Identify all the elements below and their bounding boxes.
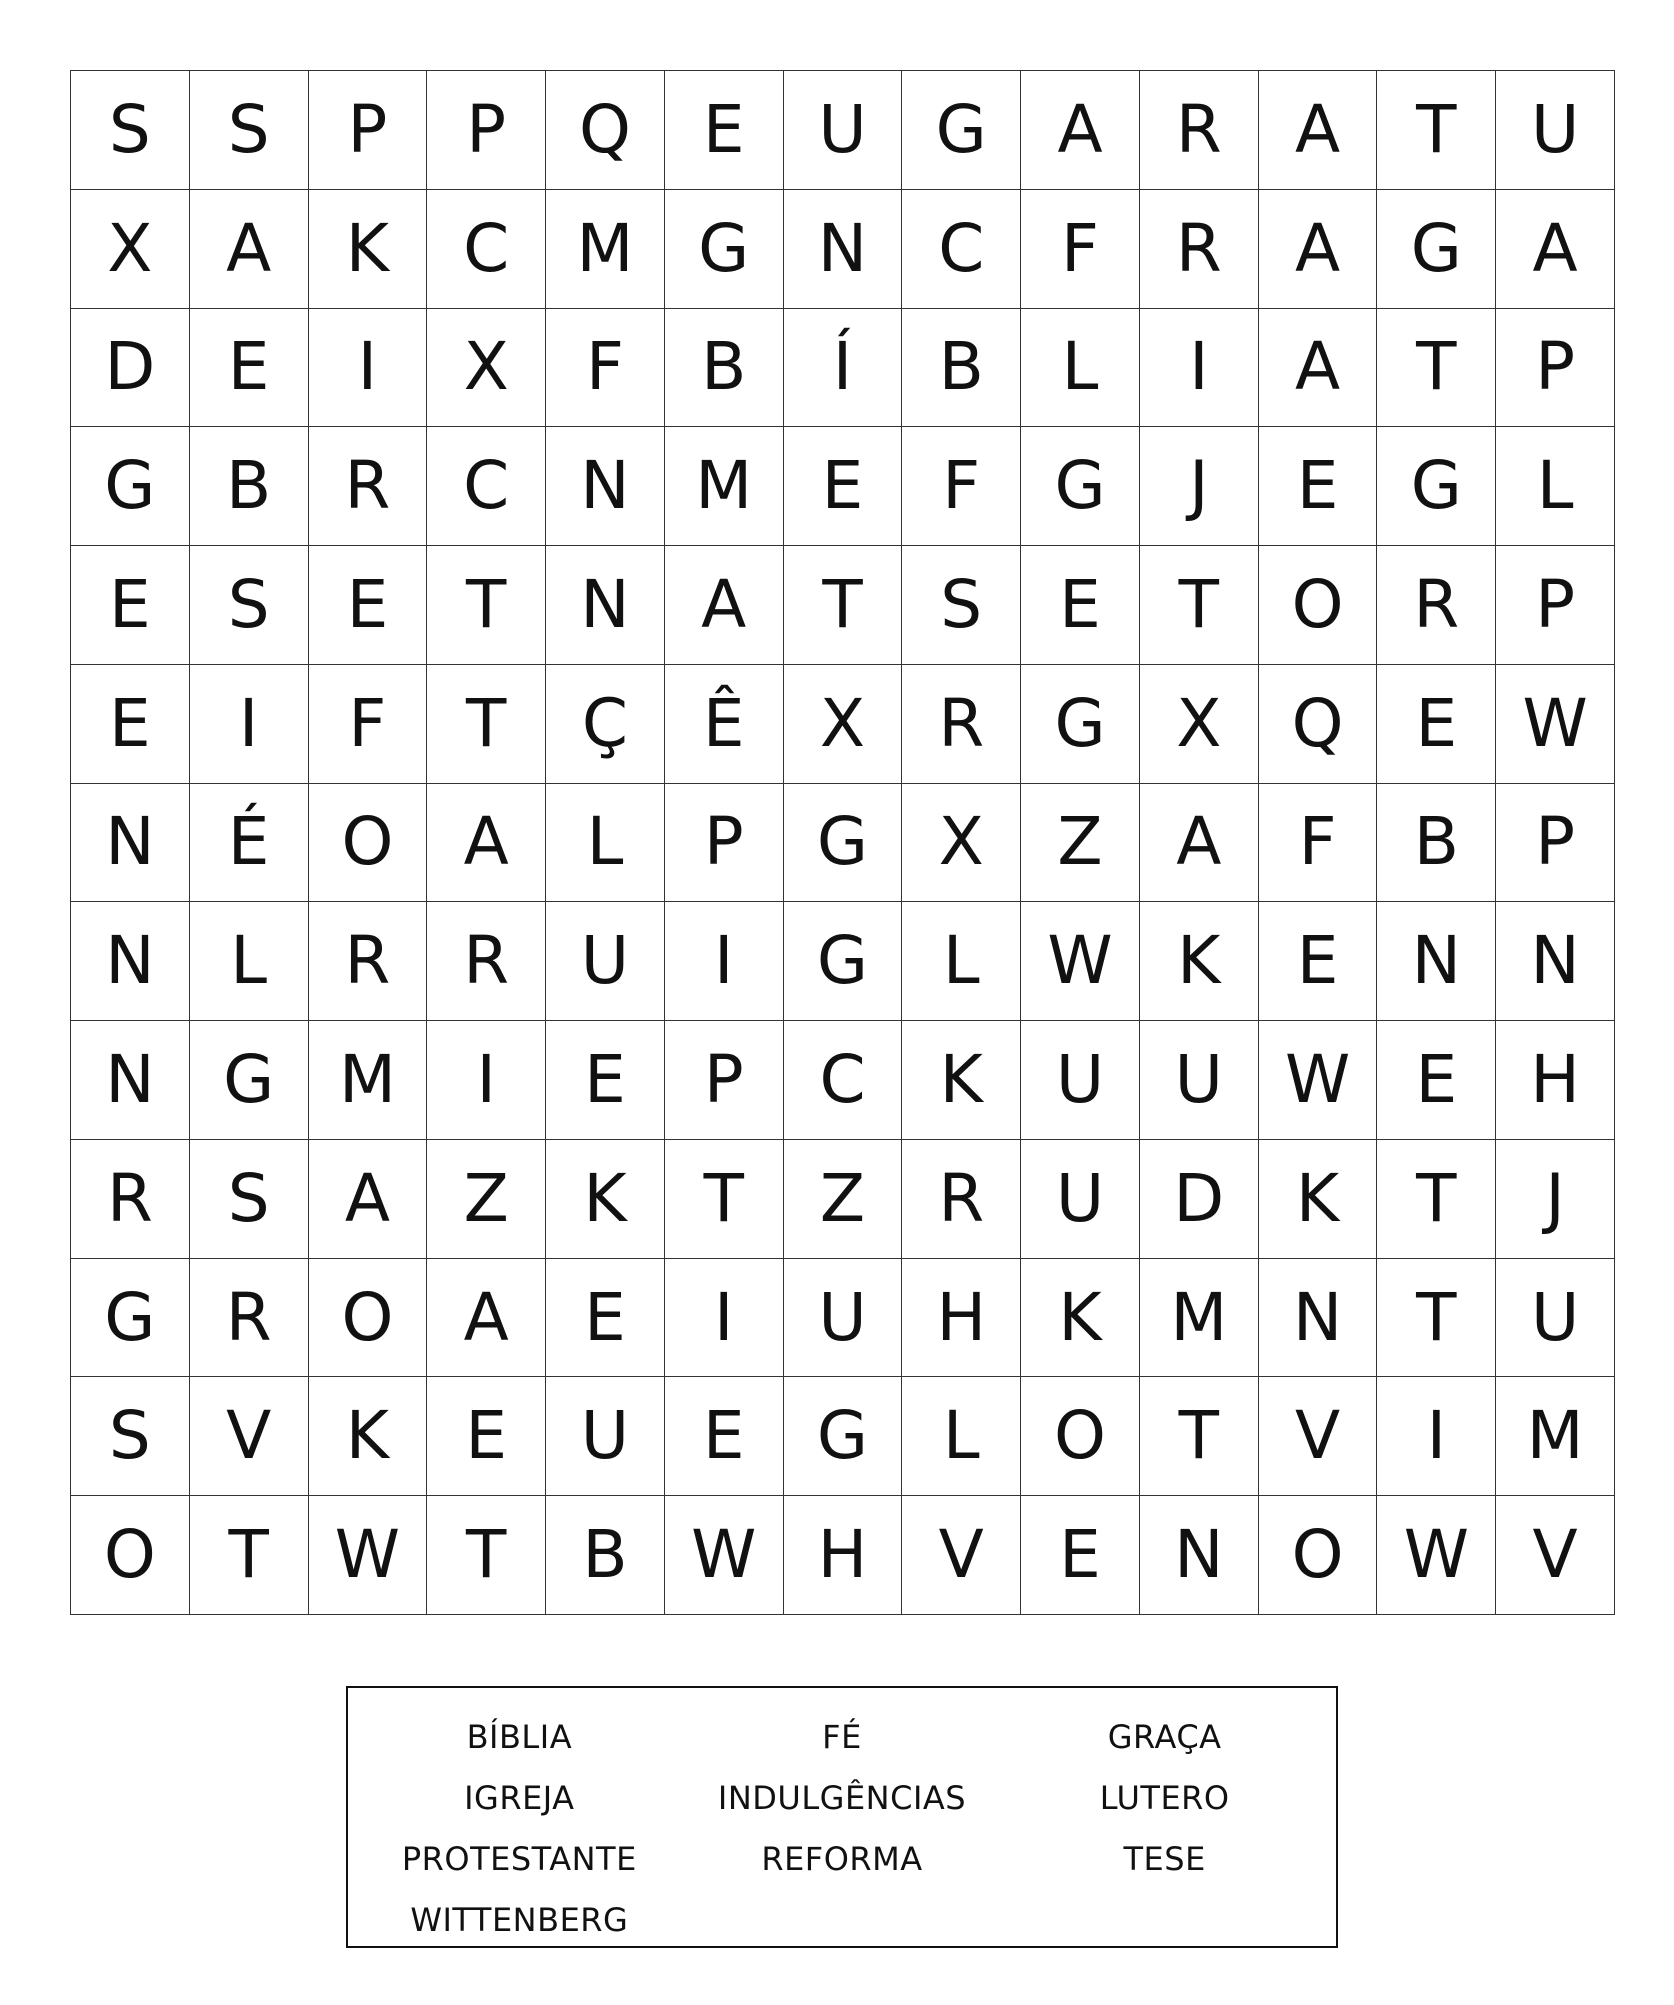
grid-cell[interactable]: Z [427, 1140, 546, 1259]
grid-cell[interactable]: N [1377, 902, 1496, 1021]
grid-cell[interactable]: R [190, 1259, 309, 1378]
grid-cell[interactable]: M [546, 190, 665, 309]
grid-cell[interactable]: M [309, 1021, 428, 1140]
grid-cell[interactable]: V [190, 1377, 309, 1496]
grid-cell[interactable]: R [309, 902, 428, 1021]
grid-cell[interactable]: U [546, 902, 665, 1021]
word-list-item: IGREJA [464, 1778, 575, 1817]
grid-cell[interactable]: O [309, 1259, 428, 1378]
grid-cell[interactable]: V [1496, 1496, 1615, 1615]
grid-cell[interactable]: X [902, 784, 1021, 903]
grid-cell[interactable]: D [71, 309, 190, 428]
grid-cell[interactable]: U [1021, 1021, 1140, 1140]
grid-cell[interactable]: W [1259, 1021, 1378, 1140]
grid-cell[interactable]: N [71, 784, 190, 903]
grid-cell[interactable]: Ê [665, 665, 784, 784]
grid-cell[interactable]: K [546, 1140, 665, 1259]
grid-cell[interactable]: P [427, 71, 546, 190]
grid-cell[interactable]: L [546, 784, 665, 903]
grid-cell[interactable]: W [309, 1496, 428, 1615]
grid-cell[interactable]: E [309, 546, 428, 665]
grid-cell[interactable]: U [1021, 1140, 1140, 1259]
grid-cell[interactable]: N [71, 1021, 190, 1140]
grid-cell[interactable]: Í [784, 309, 903, 428]
grid-cell[interactable]: U [1496, 1259, 1615, 1378]
grid-cell[interactable]: K [1021, 1259, 1140, 1378]
grid-cell[interactable]: R [902, 1140, 1021, 1259]
grid-cell[interactable]: J [1496, 1140, 1615, 1259]
grid-cell[interactable]: K [309, 190, 428, 309]
grid-cell[interactable]: E [546, 1021, 665, 1140]
grid-cell[interactable]: G [665, 190, 784, 309]
grid-cell[interactable]: P [1496, 546, 1615, 665]
grid-cell[interactable]: E [1377, 1021, 1496, 1140]
grid-cell[interactable]: S [190, 71, 309, 190]
grid-cell[interactable]: L [902, 1377, 1021, 1496]
grid-cell[interactable]: K [1259, 1140, 1378, 1259]
grid-cell[interactable]: Z [1021, 784, 1140, 903]
grid-cell[interactable]: G [190, 1021, 309, 1140]
grid-cell[interactable]: T [1377, 1140, 1496, 1259]
grid-cell[interactable]: U [546, 1377, 665, 1496]
grid-cell[interactable]: E [546, 1259, 665, 1378]
grid-cell[interactable]: K [902, 1021, 1021, 1140]
grid-cell[interactable]: C [427, 427, 546, 546]
grid-cell[interactable]: I [1377, 1377, 1496, 1496]
word-list-item: WITTENBERG [410, 1900, 629, 1939]
grid-cell[interactable]: R [71, 1140, 190, 1259]
grid-cell[interactable]: B [546, 1496, 665, 1615]
grid-cell[interactable]: O [1021, 1377, 1140, 1496]
grid-cell[interactable]: E [427, 1377, 546, 1496]
word-list-item: LUTERO [1099, 1778, 1230, 1817]
grid-cell[interactable]: F [902, 427, 1021, 546]
grid-cell[interactable]: I [665, 1259, 784, 1378]
grid-cell[interactable]: I [665, 902, 784, 1021]
grid-cell[interactable]: G [1377, 190, 1496, 309]
grid-cell[interactable]: G [784, 902, 903, 1021]
grid-cell[interactable]: E [665, 1377, 784, 1496]
word-list-item: GRAÇA [1107, 1717, 1222, 1756]
grid-cell[interactable]: A [1496, 190, 1615, 309]
grid-cell[interactable]: S [71, 1377, 190, 1496]
grid-cell[interactable]: I [190, 665, 309, 784]
grid-cell[interactable]: A [1259, 71, 1378, 190]
grid-cell[interactable]: B [665, 309, 784, 428]
grid-cell[interactable]: S [190, 1140, 309, 1259]
grid-cell[interactable]: Q [1259, 665, 1378, 784]
grid-cell[interactable]: U [1140, 1021, 1259, 1140]
grid-cell[interactable]: L [1496, 427, 1615, 546]
grid-cell[interactable]: L [1021, 309, 1140, 428]
grid-cell[interactable]: A [309, 1140, 428, 1259]
grid-cell[interactable]: X [1140, 665, 1259, 784]
grid-cell[interactable]: W [1496, 665, 1615, 784]
grid-cell[interactable]: H [784, 1496, 903, 1615]
grid-cell[interactable]: T [1377, 1259, 1496, 1378]
grid-cell[interactable]: A [1259, 190, 1378, 309]
grid-cell[interactable]: T [427, 665, 546, 784]
grid-cell[interactable]: T [190, 1496, 309, 1615]
grid-cell[interactable]: T [1377, 309, 1496, 428]
grid-cell[interactable]: A [665, 546, 784, 665]
grid-cell[interactable]: F [1021, 190, 1140, 309]
grid-cell[interactable]: E [190, 309, 309, 428]
grid-cell[interactable]: X [427, 309, 546, 428]
grid-cell[interactable]: X [784, 665, 903, 784]
word-list-item: PROTESTANTE [401, 1839, 637, 1878]
grid-cell[interactable]: W [1021, 902, 1140, 1021]
grid-cell[interactable]: K [309, 1377, 428, 1496]
grid-cell[interactable]: R [902, 665, 1021, 784]
grid-cell[interactable]: T [1140, 1377, 1259, 1496]
grid-cell[interactable]: L [902, 902, 1021, 1021]
grid-cell[interactable]: I [309, 309, 428, 428]
grid-cell[interactable]: H [1496, 1021, 1615, 1140]
word-list-item: FÉ [822, 1717, 862, 1756]
grid-cell[interactable]: O [309, 784, 428, 903]
grid-cell[interactable]: E [1377, 665, 1496, 784]
grid-cell[interactable]: J [1140, 427, 1259, 546]
grid-cell[interactable]: S [902, 546, 1021, 665]
grid-cell[interactable]: G [71, 1259, 190, 1378]
word-list-item: TESE [1123, 1839, 1206, 1878]
grid-cell[interactable]: B [902, 309, 1021, 428]
grid-cell[interactable]: G [784, 784, 903, 903]
grid-cell[interactable]: R [427, 902, 546, 1021]
grid-cell[interactable]: E [1021, 546, 1140, 665]
grid-cell[interactable]: T [1377, 71, 1496, 190]
grid-cell[interactable]: A [427, 1259, 546, 1378]
grid-cell[interactable]: M [1496, 1377, 1615, 1496]
grid-cell[interactable]: P [1496, 309, 1615, 428]
grid-cell[interactable]: U [1496, 71, 1615, 190]
word-list [346, 1686, 1338, 1948]
grid-cell[interactable]: S [190, 546, 309, 665]
grid-cell[interactable]: G [784, 1377, 903, 1496]
grid-cell[interactable]: C [427, 190, 546, 309]
grid-cell[interactable]: R [1140, 190, 1259, 309]
grid-cell[interactable]: E [784, 427, 903, 546]
grid-cell[interactable]: F [309, 665, 428, 784]
grid-cell[interactable]: D [1140, 1140, 1259, 1259]
grid-cell[interactable]: S [71, 71, 190, 190]
grid-cell[interactable]: I [427, 1021, 546, 1140]
grid-cell[interactable]: B [190, 427, 309, 546]
grid-cell[interactable]: T [427, 546, 546, 665]
grid-cell[interactable]: O [1259, 1496, 1378, 1615]
grid-cell[interactable]: F [546, 309, 665, 428]
grid-cell[interactable]: N [71, 902, 190, 1021]
grid-cell[interactable]: R [1377, 546, 1496, 665]
grid-cell[interactable]: C [784, 1021, 903, 1140]
grid-cell[interactable]: G [1377, 427, 1496, 546]
grid-cell[interactable]: R [1140, 71, 1259, 190]
grid-cell[interactable]: P [309, 71, 428, 190]
grid-cell[interactable]: T [665, 1140, 784, 1259]
grid-cell[interactable]: E [71, 665, 190, 784]
grid-cell[interactable]: E [1259, 427, 1378, 546]
grid-cell[interactable]: É [190, 784, 309, 903]
grid-cell[interactable]: C [902, 190, 1021, 309]
grid-cell[interactable]: M [1140, 1259, 1259, 1378]
grid-cell[interactable]: A [1259, 309, 1378, 428]
grid-cell[interactable]: T [1140, 546, 1259, 665]
grid-cell[interactable]: W [1377, 1496, 1496, 1615]
grid-cell[interactable]: V [1259, 1377, 1378, 1496]
grid-cell[interactable]: W [665, 1496, 784, 1615]
grid-cell[interactable]: T [427, 1496, 546, 1615]
grid-cell[interactable]: K [1140, 902, 1259, 1021]
grid-cell[interactable]: G [1021, 427, 1140, 546]
grid-cell[interactable]: I [1140, 309, 1259, 428]
grid-cell[interactable]: V [902, 1496, 1021, 1615]
word-list-item: REFORMA [761, 1839, 923, 1878]
word-search-grid [70, 70, 1615, 1615]
grid-cell[interactable]: U [784, 71, 903, 190]
grid-cell[interactable]: N [1496, 902, 1615, 1021]
grid-cell[interactable]: Q [546, 71, 665, 190]
grid-cell[interactable]: F [1259, 784, 1378, 903]
grid-cell[interactable]: P [665, 1021, 784, 1140]
grid-cell[interactable]: X [71, 190, 190, 309]
grid-cell[interactable]: O [1259, 546, 1378, 665]
grid-cell[interactable]: P [1496, 784, 1615, 903]
grid-cell[interactable]: A [427, 784, 546, 903]
grid-cell[interactable]: N [546, 546, 665, 665]
grid-cell[interactable]: L [190, 902, 309, 1021]
grid-cell[interactable]: N [784, 190, 903, 309]
grid-cell[interactable]: N [1259, 1259, 1378, 1378]
word-list-item: BÍBLIA [466, 1717, 573, 1756]
grid-cell[interactable]: A [1140, 784, 1259, 903]
grid-cell[interactable]: R [309, 427, 428, 546]
grid-cell[interactable]: G [902, 71, 1021, 190]
grid-cell[interactable]: N [546, 427, 665, 546]
grid-cell[interactable]: P [665, 784, 784, 903]
grid-cell[interactable]: E [1021, 1496, 1140, 1615]
grid-cell[interactable]: M [665, 427, 784, 546]
grid-cell[interactable]: H [902, 1259, 1021, 1378]
grid-cell[interactable]: A [1021, 71, 1140, 190]
grid-cell[interactable]: E [1259, 902, 1378, 1021]
grid-cell[interactable]: G [71, 427, 190, 546]
grid-cell[interactable]: G [1021, 665, 1140, 784]
grid-cell[interactable]: Z [784, 1140, 903, 1259]
grid-cell[interactable]: Ç [546, 665, 665, 784]
grid-cell[interactable]: U [784, 1259, 903, 1378]
grid-cell[interactable]: A [190, 190, 309, 309]
grid-cell[interactable]: E [665, 71, 784, 190]
grid-cell[interactable]: O [71, 1496, 190, 1615]
grid-cell[interactable]: B [1377, 784, 1496, 903]
grid-cell[interactable]: T [784, 546, 903, 665]
grid-cell[interactable]: E [71, 546, 190, 665]
word-list-item: INDULGÊNCIAS [717, 1778, 967, 1817]
grid-cell[interactable]: N [1140, 1496, 1259, 1615]
